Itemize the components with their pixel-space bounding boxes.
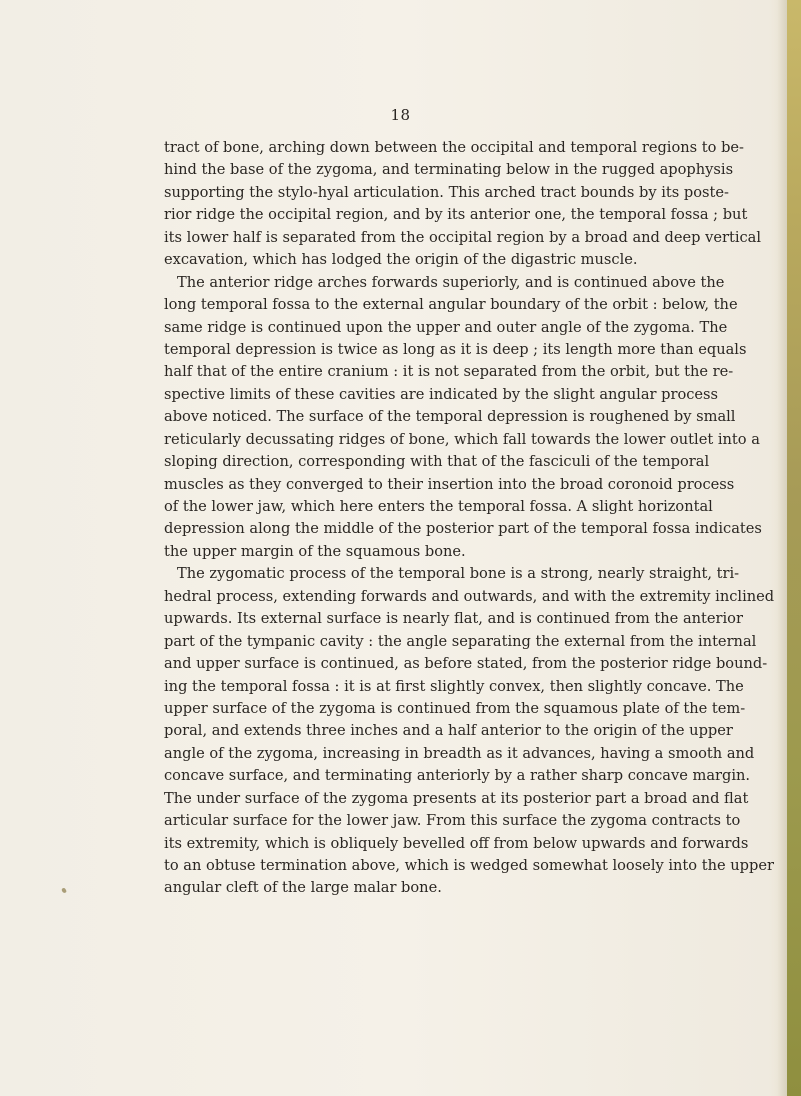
text-line: to an obtuse termination above, which is wedged somewhat loosely into the upper [164, 857, 774, 874]
text-line: long temporal fossa to the external angular boundary of the orbit : below, the [164, 296, 738, 314]
page-number: 18 [390, 106, 411, 124]
text-line: of the lower jaw, which here enters the temporal fossa. A slight horizontal [164, 498, 713, 515]
text-line: its extremity, which is obliquely bevelled off from below upwards and forwards [164, 834, 749, 852]
text-line: its lower half is separated from the occipital region by a broad and deep vertical [164, 228, 762, 246]
text-line: reticularly decussating ridges of bone, which fall towards the lower outlet into a [164, 430, 760, 448]
text-line: temporal depression is twice as long as it is deep ; its length more than equals [164, 340, 747, 358]
page-gilt-edge [787, 0, 801, 1096]
text-line: half that of the entire cranium : it is not separated from the orbit, but the re- [164, 363, 734, 381]
text-line: ing the temporal fossa : it is at first slightly convex, then slightly concave. The [164, 677, 744, 695]
page-edge-shadow [777, 0, 787, 1096]
text-line: same ridge is continued upon the upper and outer angle of the zygoma. The [164, 318, 728, 336]
text-line: upwards. Its external surface is nearly flat, and is continued from the anterior [164, 610, 743, 628]
paragraph-end-line: the upper margin of the squamous bone. [164, 542, 466, 560]
text-line: concave surface, and terminating anteriorly by a rather sharp concave margin. [164, 767, 751, 785]
text-line: poral, and extends three inches and a half anterior to the origin of the upper [164, 722, 733, 740]
text-line: depression along the middle of the posterior part of the temporal fossa indicates [164, 520, 762, 538]
text-line: rior ridge the occipital region, and by its anterior one, the temporal fossa ; but [164, 206, 748, 224]
text-line: supporting the stylo-hyal articulation. This arched tract bounds by its poste- [164, 183, 729, 201]
text-line: part of the tympanic cavity : the angle separating the external from the internal [164, 632, 757, 650]
text-line: muscles as they converged to their insertion into the broad coronoid process [164, 475, 735, 493]
paragraph-start-line: The anterior ridge arches forwards superiorly, and is continued above the [177, 273, 725, 291]
paragraph-end-line: angular cleft of the large malar bone. [164, 879, 442, 897]
text-line: spective limits of these cavities are indicated by the slight angular process [164, 385, 719, 403]
text-line: sloping direction, corresponding with that of the fasciculi of the temporal [164, 453, 710, 471]
paragraph-start-line: The zygomatic process of the temporal bone is a strong, nearly straight, tri- [177, 565, 740, 583]
text-line: and upper surface is continued, as before stated, from the posterior ridge bound- [164, 655, 768, 673]
text-line: hedral process, extending forwards and outwards, and with the extremity inclined [164, 587, 775, 605]
text-line: angle of the zygoma, increasing in breadth as it advances, having a smooth and [164, 744, 755, 762]
paper-speck [61, 887, 67, 893]
text-line: tract of bone, arching down between the occipital and temporal regions to be- [164, 139, 744, 156]
text-line: above noticed. The surface of the temporal depression is roughened by small [164, 408, 736, 426]
text-line: upper surface of the zygoma is continued from the squamous plate of the tem- [164, 699, 746, 717]
text-line: The under surface of the zygoma presents at its posterior part a broad and flat [164, 789, 749, 807]
text-line: hind the base of the zygoma, and terminating below in the rugged apophysis [164, 161, 734, 179]
body-text [164, 137, 775, 900]
paragraph-end-line: excavation, which has lodged the origin of the digastric muscle. [164, 251, 638, 269]
text-line: articular surface for the lower jaw. From this surface the zygoma contracts to [164, 812, 741, 830]
